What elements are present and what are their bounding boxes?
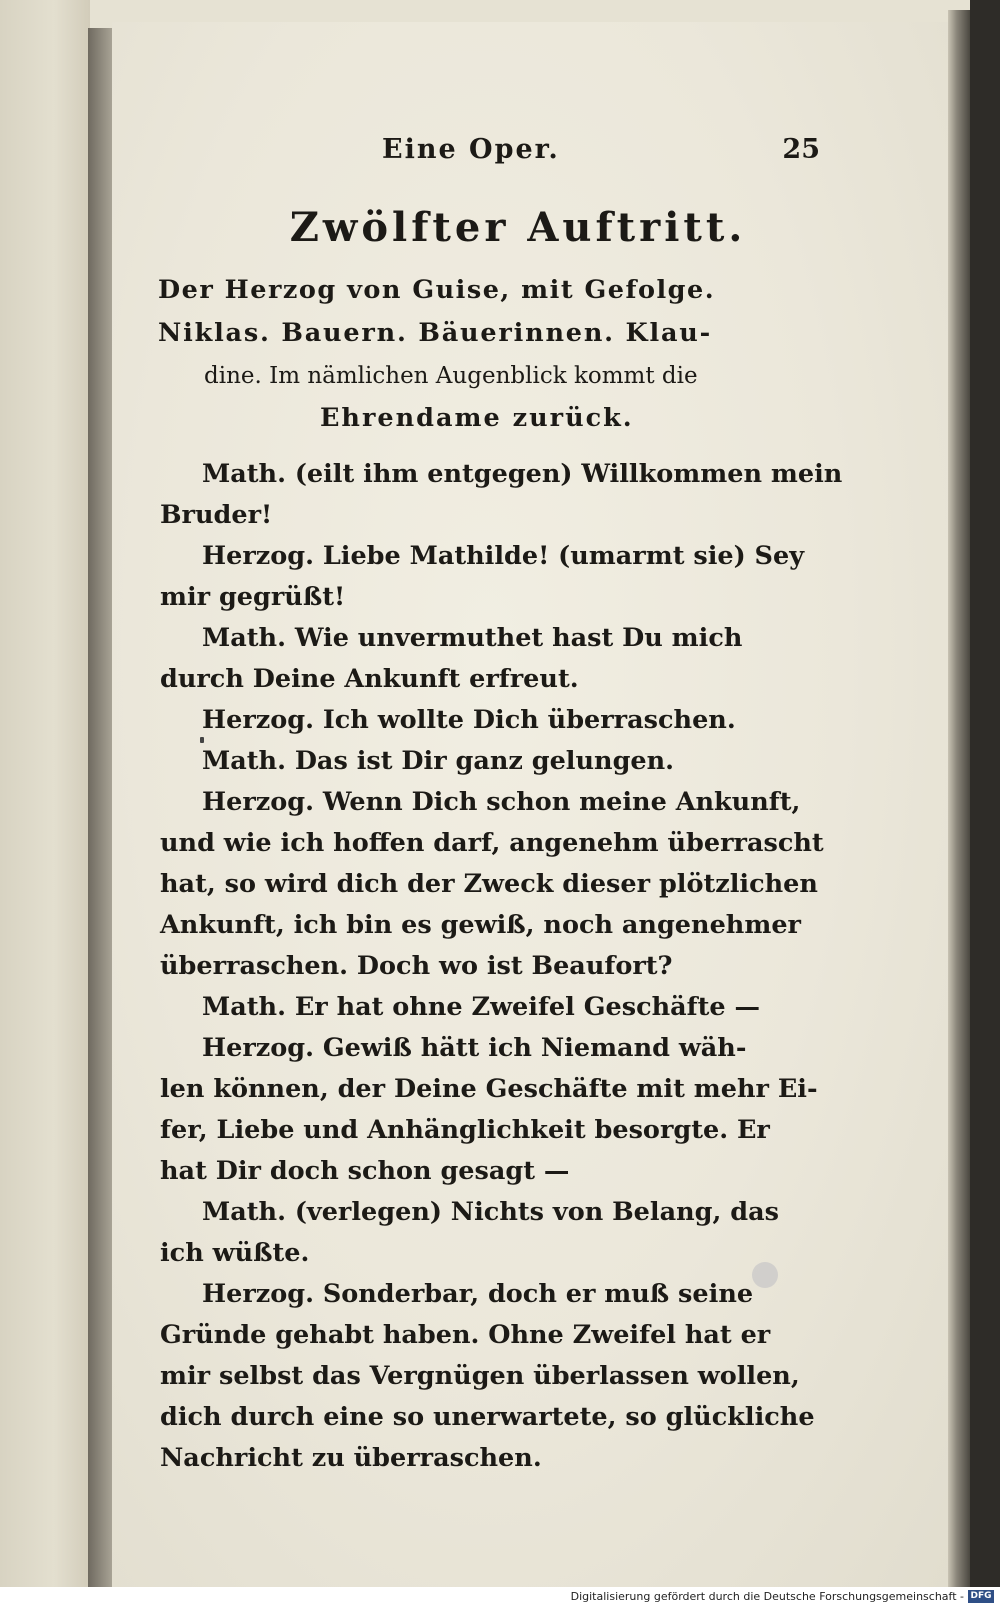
body-line: hat Dir doch schon gesagt — [160, 1156, 570, 1186]
body-line: Math. (verlegen) Nichts von Belang, das [202, 1197, 779, 1227]
body-line: und wie ich hoffen darf, angenehm überrascht [160, 828, 824, 858]
body-line: mir gegrüßt! [160, 582, 346, 612]
body-line: fer, Liebe und Anhänglichkeit besorgte. Er [160, 1115, 770, 1145]
body-line: Math. Wie unvermuthet hast Du mich [202, 623, 743, 653]
book-gutter [88, 28, 112, 1587]
running-header [112, 134, 948, 174]
body-line: Herzog. Wenn Dich schon meine Ankunft, [202, 787, 801, 817]
stage-direction-line: Niklas. Bauern. Bäuerinnen. Klau- [158, 318, 713, 348]
body-line: überraschen. Doch wo ist Beaufort? [160, 951, 673, 981]
body-line: len können, der Deine Geschäfte mit mehr Ei- [160, 1074, 818, 1104]
facing-page-edge [0, 0, 90, 1587]
stage-direction-line: Ehrendame zurück. [320, 403, 634, 433]
body-line: Nachricht zu überraschen. [160, 1443, 542, 1473]
digitization-footer [0, 1587, 1000, 1607]
stage-direction-line: Der Herzog von Guise, mit Gefolge. [158, 275, 716, 305]
page-text [112, 22, 948, 1587]
dfg-logo: DFG [968, 1590, 994, 1603]
body-line: Herzog. Ich wollte Dich überraschen. [202, 705, 736, 735]
body-line: durch Deine Ankunft erfreut. [160, 664, 579, 694]
stage-direction-line: dine. Im nämlichen Augenblick kommt die [204, 363, 698, 389]
funding-credit: Digitalisierung gefördert durch die Deutsche Forschungsgemeinschaft - [570, 1590, 964, 1603]
running-title: Eine Oper. [382, 134, 560, 165]
body-line: Math. (eilt ihm entgegen) Willkommen mein [202, 459, 843, 489]
body-line: dich durch eine so unerwartete, so glückliche [160, 1402, 815, 1432]
book-page [112, 22, 948, 1587]
body-line: Herzog. Gewiß hätt ich Niemand wäh- [202, 1033, 747, 1063]
scene-title: Zwölfter Auftritt. [289, 204, 747, 251]
body-line: hat, so wird dich der Zweck dieser plötzlichen [160, 869, 818, 899]
body-line: Math. Er hat ohne Zweifel Geschäfte — [202, 992, 761, 1022]
body-line: mir selbst das Vergnügen überlassen wollen, [160, 1361, 800, 1391]
body-line: Ankunft, ich bin es gewiß, noch angenehmer [160, 910, 801, 940]
body-line: Herzog. Liebe Mathilde! (umarmt sie) Sey [202, 541, 805, 571]
body-line: Herzog. Sonderbar, doch er muß seine [202, 1279, 754, 1309]
body-line: Math. Das ist Dir ganz gelungen. [202, 746, 675, 776]
scan-background [970, 0, 1000, 1587]
body-line: ich wüßte. [160, 1238, 310, 1268]
body-line: Bruder! [160, 500, 273, 530]
body-line: Gründe gehabt haben. Ohne Zweifel hat er [160, 1320, 771, 1350]
page-number: 25 [782, 134, 820, 165]
page-right-edge [948, 10, 970, 1587]
